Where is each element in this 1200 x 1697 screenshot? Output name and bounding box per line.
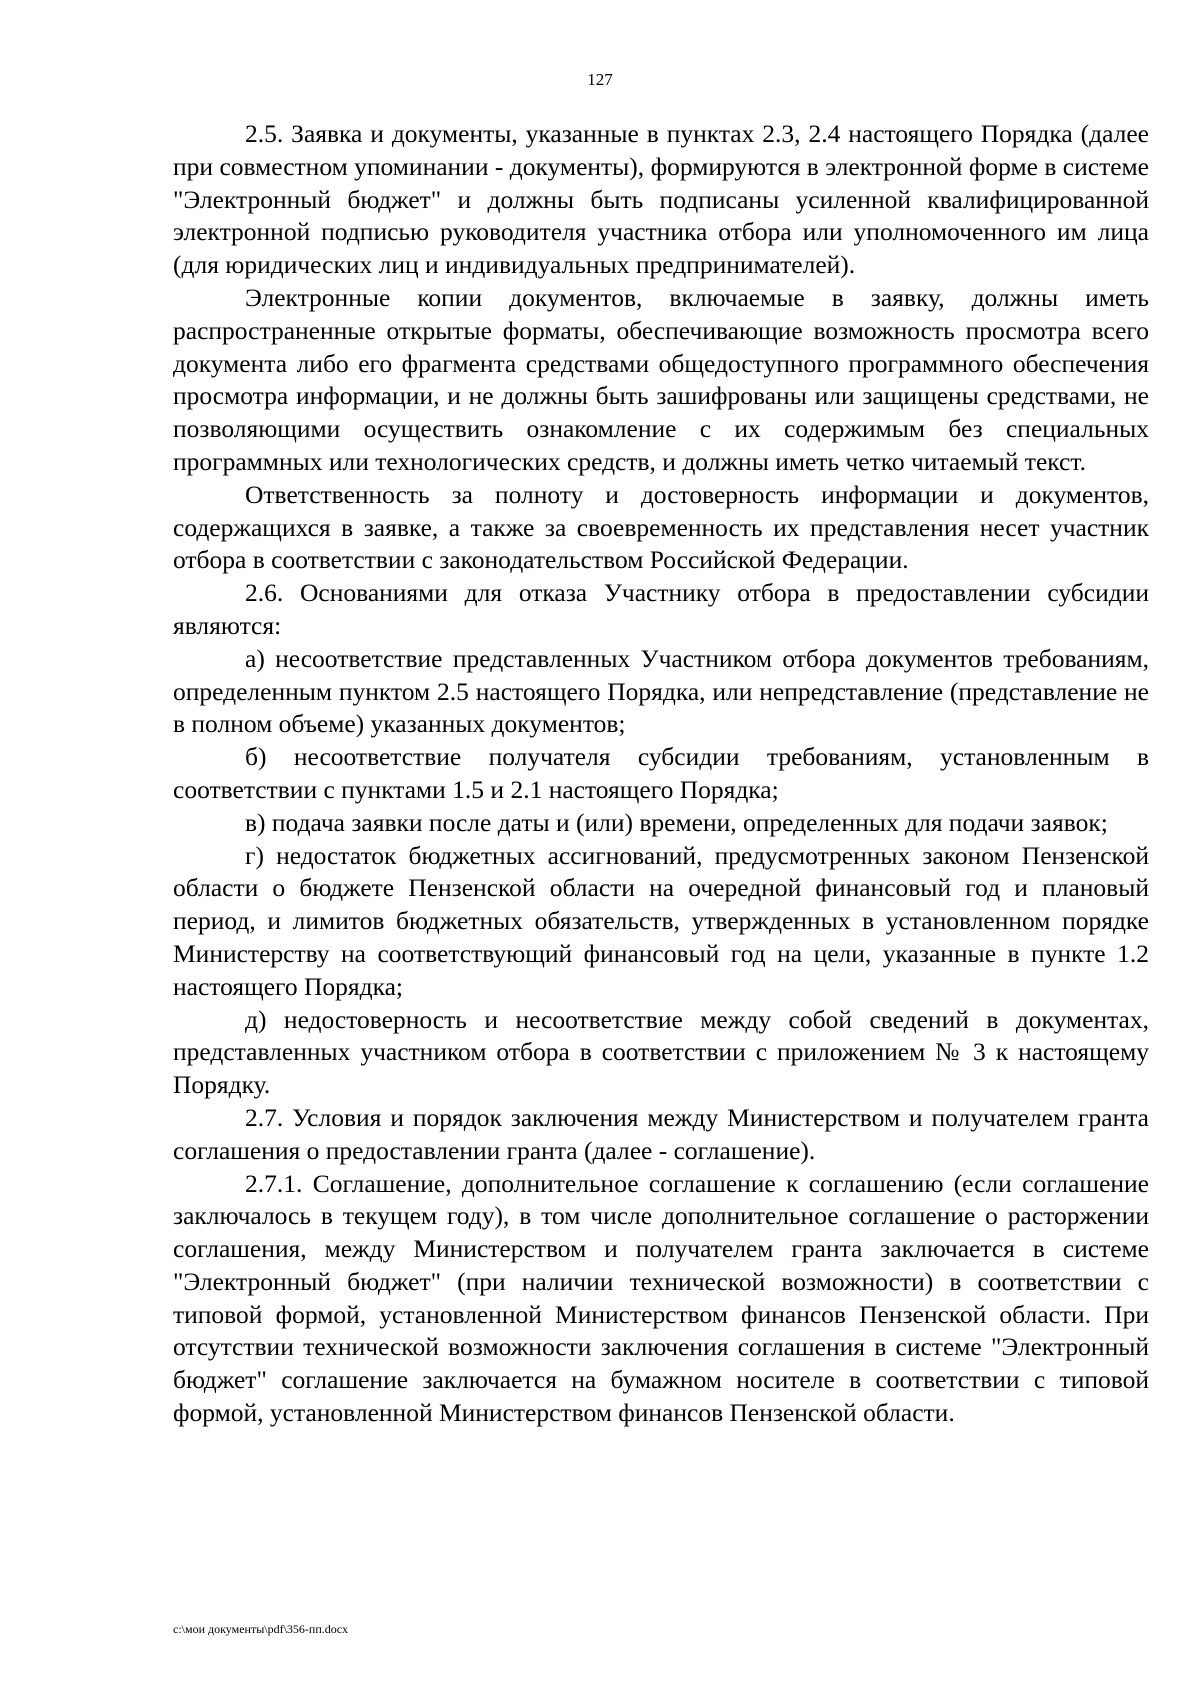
page-number: 127 <box>587 70 613 89</box>
list-item-g: г) недостаток бюджетных ассигнований, предусмотренных законом Пензенской области о бюджете Пензенской области на очередной финансовый год и плановый период, и лимитов бюджетных обязательств, утвержденных в установленном порядке Министерству на соответствующий финансовый год на цели, указанные в пункте 1.2 настоящего Порядка; <box>173 840 1149 1001</box>
list-item-d: д) недостоверность и несоответствие между собой сведений в документах, представленных участником отбора в соответствии с приложением № 3 к настоящему Порядку. <box>173 1004 1149 1100</box>
paragraph-2-6: 2.6. Основаниями для отказа Участнику отбора в предоставлении субсидии являются: <box>173 578 1149 640</box>
paragraph-2-7-1: 2.7.1. Соглашение, дополнительное соглашение к соглашению (если соглашение заключалось в текущем году), в том числе дополнительное соглашение о расторжении соглашения, между Министерством и получателем гранта заключается в системе "Электронный бюджет" (при наличии технической возможности) в соответствии с типовой формой, установленной Министерством финансов Пензенской области. При отсутствии технической возможности заключения соглашения в системе "Электронный бюджет" соглашение заключается на бумажном носителе в соответствии с типовой формой, установленной Министерством финансов Пензенской области. <box>173 1168 1149 1428</box>
paragraph-responsibility: Ответственность за полноту и достоверность информации и документов, содержащихся в заявке, а также за своевременность их представления несет участник отбора в соответствии с законодательством Российской Федерации. <box>173 479 1149 575</box>
paragraph-electronic-copies: Электронные копии документов, включаемые в заявку, должны иметь распространенные открытые форматы, обеспечивающие возможность просмотра всего документа либо его фрагмента средствами общедоступного программного обеспечения просмотра информации, и не должны быть зашифрованы или защищены средствами, не позволяющими осуществить ознакомление с их содержимым без специальных программных или технологических средств, и должны иметь четко читаемый текст. <box>173 282 1149 476</box>
list-item-a: а) несоответствие представленных Участником отбора документов требованиям, определенным пунктом 2.5 настоящего Порядка, или непредставление (представление не в полном объеме) указанных документов; <box>173 643 1149 739</box>
paragraph-2-5: 2.5. Заявка и документы, указанные в пунктах 2.3, 2.4 настоящего Порядка (далее при совместном упоминании - документы), формируются в электронной форме в системе "Электронный бюджет" и должны быть подписаны усиленной квалифицированной электронной подписью руководителя участника отбора или уполномоченного им лица (для юридических лиц и индивидуальных предпринимателей). <box>173 119 1149 280</box>
list-item-b: б) несоответствие получателя субсидии требованиям, установленным в соответствии с пунктами 1.5 и 2.1 настоящего Порядка; <box>173 742 1149 804</box>
paragraph-2-7: 2.7. Условия и порядок заключения между Министерством и получателем гранта соглашения о предоставлении гранта (далее - соглашение). <box>173 1102 1149 1165</box>
list-item-v: в) подача заявки после даты и (или) времени, определенных для подачи заявок; <box>245 807 1108 837</box>
footer-file-path: c:\мои документы\pdf\356-пп.docx <box>173 1622 349 1636</box>
document-body <box>173 118 1149 1430</box>
